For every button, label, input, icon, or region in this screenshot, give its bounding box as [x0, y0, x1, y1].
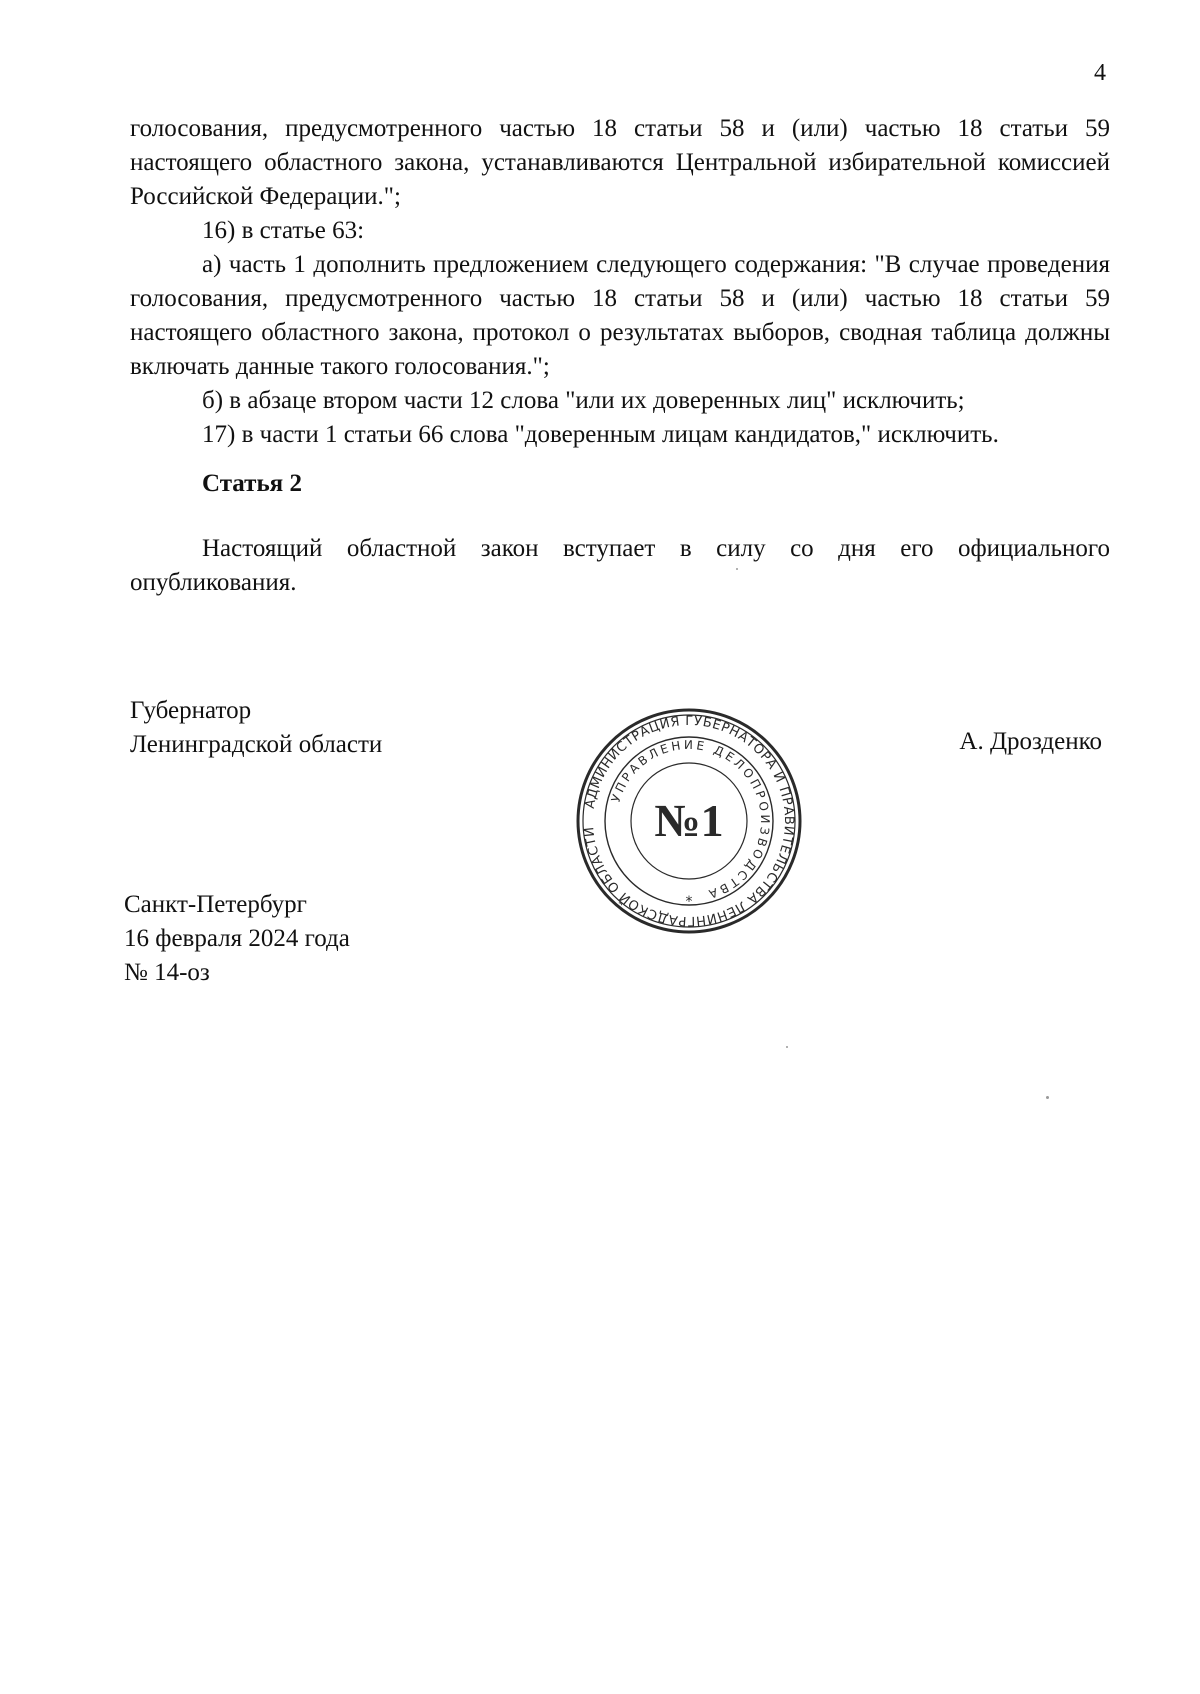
city: Санкт-Петербург [124, 891, 307, 918]
article-text: Настоящий областной закон вступает в силу со дня его официального опубликования. [130, 535, 1110, 596]
paragraph-item-17: 17) в части 1 статьи 66 слова "доверенным лицам кандидатов," исключить. [202, 421, 999, 448]
svg-text:АДМИНИСТРАЦИЯ ГУБЕРНАТОРА И ПР: АДМИНИСТРАЦИЯ ГУБЕРНАТОРА И ПРАВИТЕЛЬСТВА ЛЕНИНГРАДСКОЙ ОБЛАСТИ [582, 713, 797, 929]
signer-title-line1: Губернатор [130, 697, 252, 724]
date: 16 февраля 2024 года [124, 925, 350, 952]
document-body [130, 112, 1110, 452]
signer-title [130, 694, 382, 762]
seal-center-number: №1 [654, 795, 724, 846]
svg-text:УПРАВЛЕНИЕ ДЕЛОПРОИЗВОДСТВА: УПРАВЛЕНИЕ ДЕЛОПРОИЗВОДСТВА [608, 737, 773, 902]
seal-star: * [685, 894, 693, 910]
signer-title-line2: Ленинградской области [130, 731, 383, 758]
place-date-block [124, 888, 350, 990]
article-heading: Статья 2 [202, 470, 302, 497]
paragraph-subitem-a: а) часть 1 дополнить предложением следующего содержания: "В случае проведения голосования, предусмотренного частью 18 статьи 58 и (или) частью 18 статьи 59 настоящего областного закона, протокол о результатах выборов, сводная таблица должны включать данные такого голосования."; [130, 251, 1110, 380]
official-seal-stamp [574, 706, 804, 936]
page-number: 4 [1094, 60, 1106, 86]
paragraph-item-16: 16) в статье 63: [202, 217, 365, 244]
law-number: № 14-оз [124, 959, 210, 986]
paragraph-subitem-b: б) в абзаце втором части 12 слова "или их доверенных лиц" исключить; [202, 387, 965, 414]
paragraph-continuation: голосования, предусмотренного частью 18 статьи 58 и (или) частью 18 статьи 59 настоящего областного закона, устанавливаются Центральной избирательной комиссией Российской Федерации."; [130, 115, 1110, 210]
scan-speck [786, 1046, 788, 1048]
scan-speck [1046, 1096, 1049, 1099]
signer-name: А. Дрозденко [959, 728, 1102, 755]
scan-speck [736, 568, 738, 570]
